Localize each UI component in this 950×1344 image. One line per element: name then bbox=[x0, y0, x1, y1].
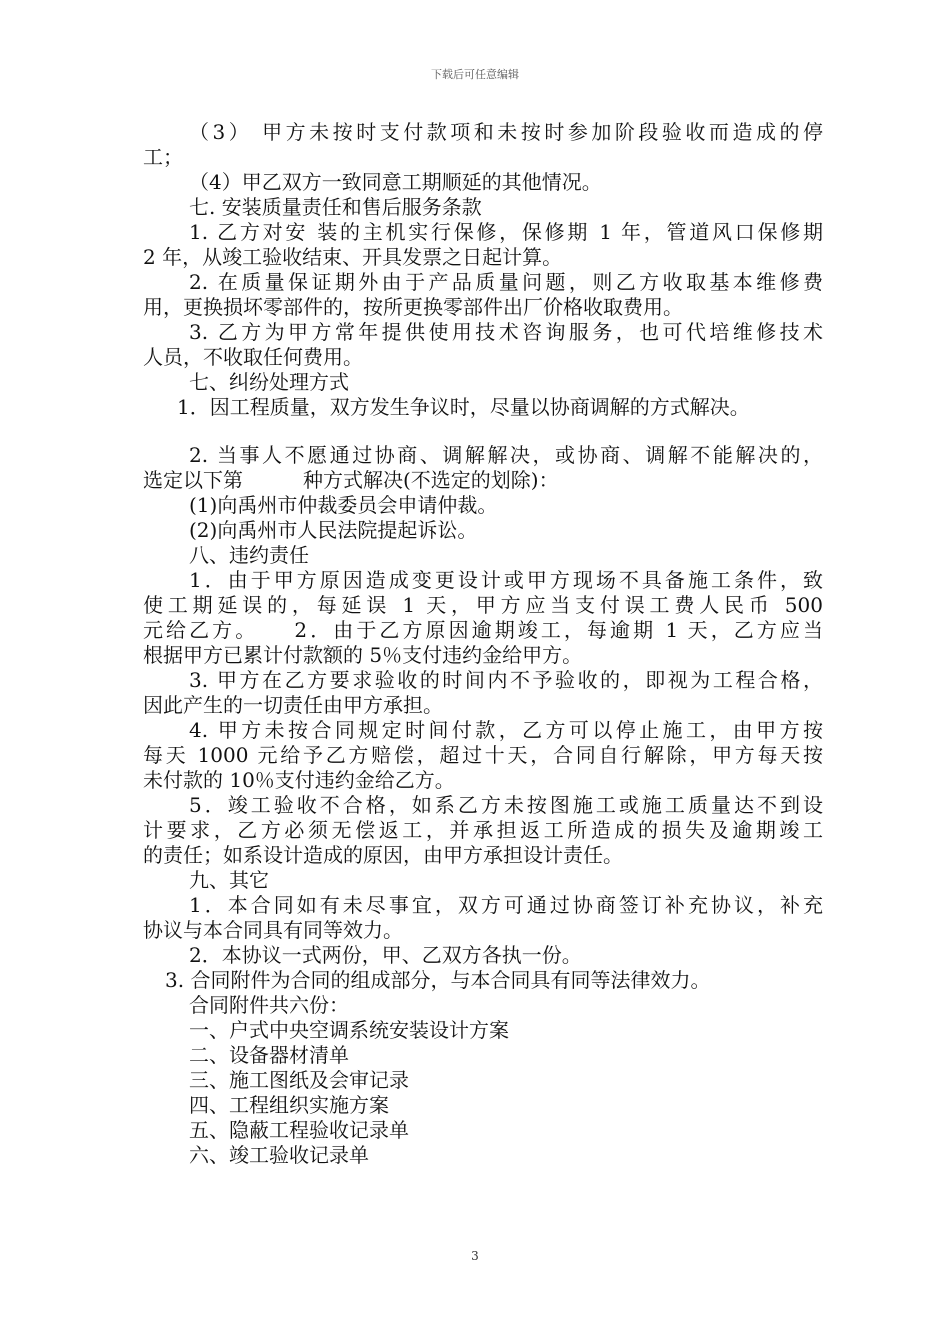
section-heading: 七. 安装质量责任和售后服务条款 bbox=[189, 195, 482, 219]
paragraph: 1．本合同如有未尽事宜，双方可通过协商签订补充协议，补充 bbox=[189, 893, 823, 917]
page-number: 3 bbox=[471, 1249, 479, 1263]
attachment-item: 六、竣工验收记录单 bbox=[189, 1143, 369, 1167]
document-body bbox=[143, 120, 823, 1168]
section-heading: 七、纠纷处理方式 bbox=[189, 370, 349, 394]
paragraph: (2)向禹州市人民法院提起诉讼。 bbox=[189, 518, 478, 542]
paragraph: 每天 1000 元给予乙方赔偿，超过十天，合同自行解除，甲方每天按 bbox=[143, 743, 823, 767]
page-header: 下载后可任意编辑 bbox=[431, 68, 519, 81]
paragraph: 因此产生的一切责任由甲方承担。 bbox=[143, 693, 443, 717]
attachment-item: 一、户式中央空调系统安装设计方案 bbox=[189, 1018, 509, 1042]
attachment-item: 四、工程组织实施方案 bbox=[189, 1093, 389, 1117]
paragraph: 1．因工程质量，双方发生争议时，尽量以协商调解的方式解决。 bbox=[177, 395, 750, 419]
paragraph: 4. 甲方未按合同规定时间付款，乙方可以停止施工，由甲方按 bbox=[189, 718, 823, 742]
paragraph: 5．竣工验收不合格，如系乙方未按图施工或施工质量达不到设 bbox=[189, 793, 823, 817]
blank-line bbox=[143, 420, 823, 443]
paragraph: 2 年，从竣工验收结束、开具发票之日起计算。 bbox=[143, 245, 563, 269]
paragraph: 1．由于甲方原因造成变更设计或甲方现场不具备施工条件，致 bbox=[189, 568, 823, 592]
paragraph: 3. 甲方在乙方要求验收的时间内不予验收的，即视为工程合格， bbox=[189, 668, 823, 692]
paragraph: 的责任；如系设计造成的原因，由甲方承担设计责任。 bbox=[143, 843, 623, 867]
paragraph: 2. 在质量保证期外由于产品质量问题，则乙方收取基本维修费 bbox=[189, 270, 823, 294]
paragraph: 协议与本合同具有同等效力。 bbox=[143, 918, 403, 942]
paragraph: 未付款的 10％支付违约金给乙方。 bbox=[143, 768, 455, 792]
paragraph: 3. 乙方为甲方常年提供使用技术咨询服务，也可代培维修技术 bbox=[189, 320, 823, 344]
attachment-item: 三、施工图纸及会审记录 bbox=[189, 1068, 409, 1092]
paragraph: 用，更换损坏零部件的，按所更换零部件出厂价格收取费用。 bbox=[143, 295, 683, 319]
paragraph: 选定以下第 种方式解决(不选定的划除)： bbox=[143, 468, 559, 492]
paragraph: 人员，不收取任何费用。 bbox=[143, 345, 363, 369]
paragraph: 3. 合同附件为合同的组成部分，与本合同具有同等法律效力。 bbox=[165, 968, 711, 992]
paragraph: 1. 乙方对安 装的主机实行保修，保修期 1 年，管道风口保修期 bbox=[189, 220, 823, 244]
paragraph: 2. 当事人不愿通过协商、调解解决，或协商、调解不能解决的， bbox=[189, 443, 823, 467]
paragraph: 根据甲方已累计付款额的 5％支付违约金给甲方。 bbox=[143, 643, 583, 667]
paragraph: 计要求，乙方必须无偿返工，并承担返工所造成的损失及逾期竣工 bbox=[143, 818, 823, 842]
paragraph: 使工期延误的，每延误 1 天，甲方应当支付误工费人民币 500 bbox=[143, 593, 823, 617]
paragraph: 工； bbox=[143, 145, 183, 169]
paragraph: (1)向禹州市仲裁委员会申请仲裁。 bbox=[189, 493, 498, 517]
attachment-item: 二、设备器材清单 bbox=[189, 1043, 349, 1067]
paragraph: （4）甲乙双方一致同意工期顺延的其他情况。 bbox=[189, 170, 602, 194]
paragraph: 元给乙方。 2．由于乙方原因逾期竣工，每逾期 1 天，乙方应当 bbox=[143, 618, 823, 642]
paragraph: （3） 甲方未按时支付款项和未按时参加阶段验收而造成的停 bbox=[189, 120, 823, 144]
section-heading: 九、其它 bbox=[189, 868, 269, 892]
paragraph: 合同附件共六份： bbox=[189, 993, 349, 1017]
attachment-item: 五、隐蔽工程验收记录单 bbox=[189, 1118, 409, 1142]
section-heading: 八、违约责任 bbox=[189, 543, 309, 567]
paragraph: 2．本协议一式两份，甲、乙双方各执一份。 bbox=[189, 943, 582, 967]
